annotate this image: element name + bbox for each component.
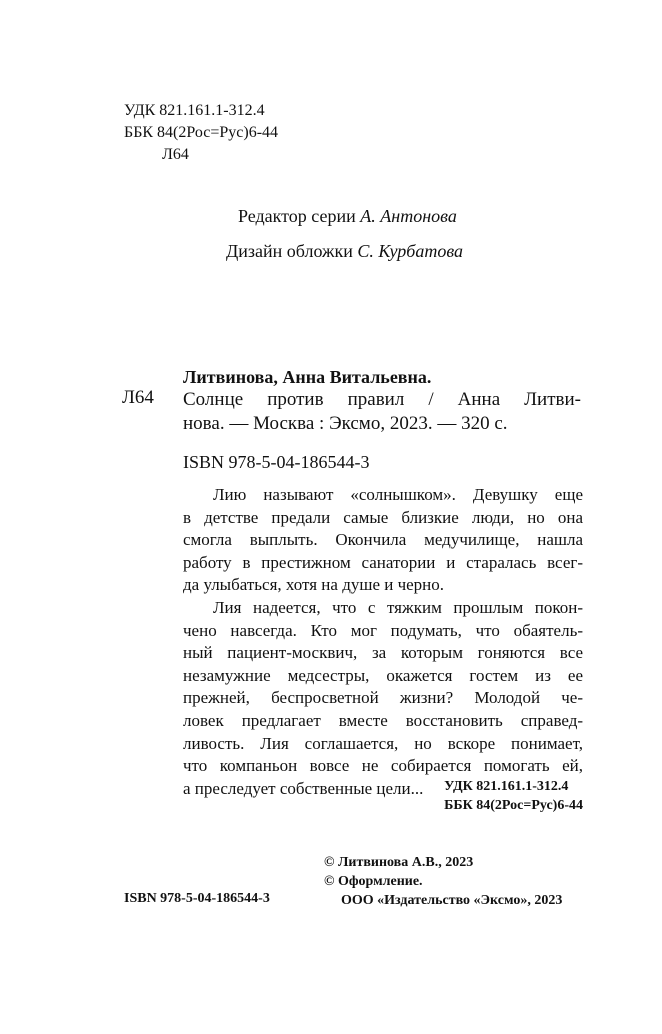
copyright-block: [324, 853, 562, 910]
annotation-line: в детстве предали самые близкие люди, но она: [183, 507, 583, 527]
title-line-1: Солнце против правил / Анна Литви-: [183, 389, 581, 410]
bottom-isbn: ISBN 978-5-04-186544-3: [124, 891, 270, 906]
annotation-line: незамужние медсестры, окажется гостем из ее: [183, 665, 583, 685]
copyright-author: © Литвинова А.В., 2023: [324, 855, 474, 870]
series-editor-label: Редактор серии: [238, 206, 356, 226]
udk-code: УДК 821.161.1-312.4: [124, 102, 265, 119]
annotation-line: Лию называют «солнышком». Девушку еще: [213, 485, 583, 504]
copyright-publisher: ООО «Издательство «Эксмо», 2023: [341, 893, 563, 908]
bottom-bbk-code: ББК 84(2Рос=Рус)6-44: [444, 798, 583, 813]
catalog-isbn: ISBN 978-5-04-186544-3: [183, 452, 370, 472]
annotation-line: ловек предлагает вместе восстановить справед-: [183, 710, 583, 730]
cover-design-credit: [226, 241, 463, 262]
catalog-title-block: [183, 388, 581, 436]
annotation: [183, 484, 583, 800]
bottom-classification-codes: [444, 777, 583, 815]
author-heading: Литвинова, Анна Витальевна.: [183, 367, 432, 387]
annotation-line: ливость. Лия соглашается, но вскоре понимает,: [183, 733, 583, 753]
catalog-author-mark: Л64: [122, 387, 154, 408]
author-mark: Л64: [162, 146, 189, 163]
annotation-line: а преследует собственные цели...: [183, 778, 424, 798]
annotation-line: чено навсегда. Кто мог подумать, что обаятель-: [183, 620, 583, 640]
annotation-line: Лия надеется, что с тяжким прошлым покон-: [213, 597, 583, 617]
annotation-line: прежней, беспросветной жизни? Молодой че-: [183, 688, 583, 708]
bbk-code: ББК 84(2Рос=Рус)6-44: [124, 124, 279, 141]
series-editor-name: А. Антонова: [360, 206, 457, 226]
annotation-line: да улыбаться, хотя на душе и черно.: [183, 575, 445, 595]
cover-design-label: Дизайн обложки: [226, 241, 353, 261]
title-line-2: нова. — Москва : Эксмо, 2023. — 320 с.: [183, 413, 508, 434]
annotation-line: что компаньон вовсе не собирается помогать ей,: [183, 756, 583, 776]
top-classification-codes: [124, 100, 278, 166]
series-editor-credit: [238, 206, 457, 227]
bottom-udk-code: УДК 821.161.1-312.4: [444, 779, 569, 794]
annotation-line: работу в престижном санатории и старалась всег-: [183, 552, 583, 572]
copyright-design: © Оформление.: [324, 874, 423, 889]
annotation-line: ный пациент-москвич, за которым гоняются все: [183, 643, 583, 663]
cover-design-name: С. Курбатова: [357, 241, 464, 261]
annotation-line: смогла выплыть. Окончила медучилище, нашла: [183, 530, 583, 550]
